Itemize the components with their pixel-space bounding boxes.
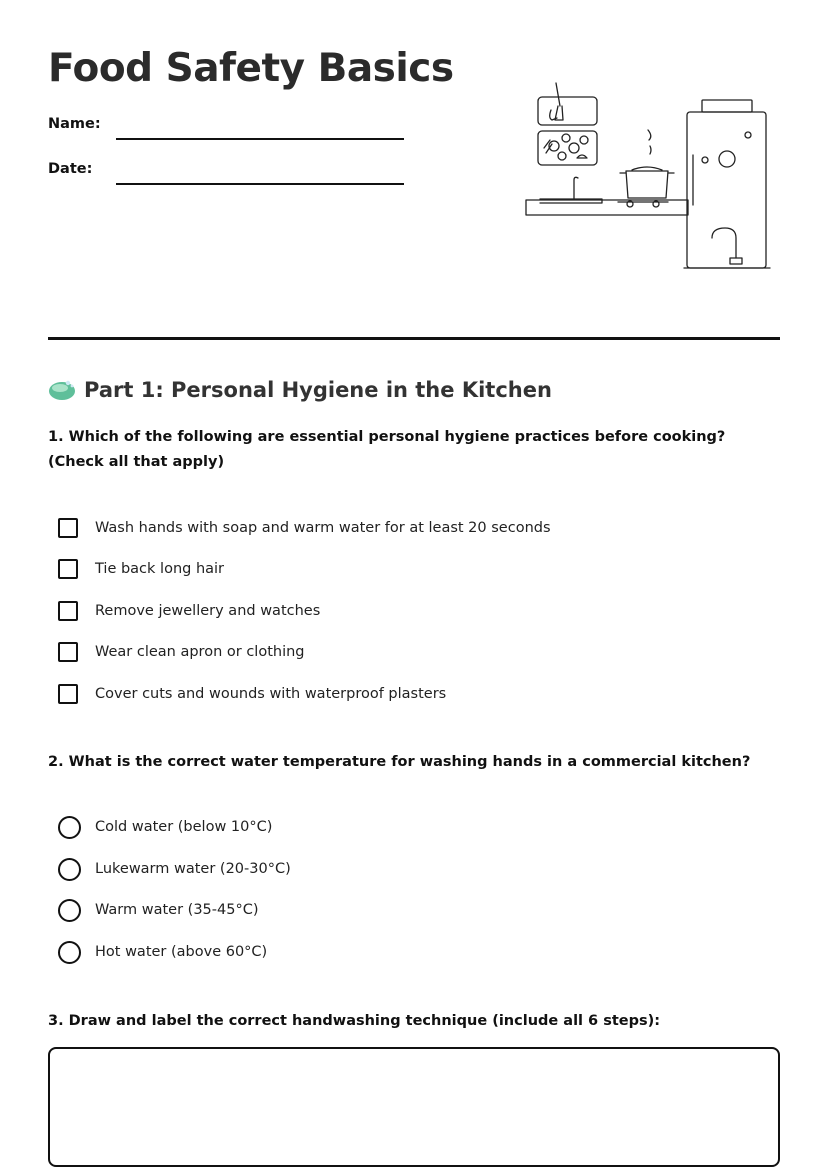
checkbox[interactable] bbox=[58, 559, 78, 579]
option-label: Remove jewellery and watches bbox=[95, 603, 321, 619]
option-label: Wear clean apron or clothing bbox=[95, 644, 305, 660]
option-label: Cold water (below 10°C) bbox=[95, 819, 273, 835]
option-label: Wash hands with soap and warm water for at least 20 seconds bbox=[95, 520, 551, 536]
drawing-area[interactable] bbox=[48, 1047, 780, 1167]
q2-option-2[interactable] bbox=[58, 857, 291, 881]
option-label: Hot water (above 60°C) bbox=[95, 944, 268, 960]
section-divider bbox=[48, 337, 780, 340]
radio-button[interactable] bbox=[58, 816, 81, 839]
name-input-line[interactable] bbox=[116, 138, 404, 140]
radio-button[interactable] bbox=[58, 899, 81, 922]
name-label: Name: bbox=[48, 116, 101, 132]
kitchen-illustration bbox=[522, 78, 772, 274]
q2-option-1[interactable] bbox=[58, 815, 273, 839]
q1-option-5[interactable] bbox=[58, 682, 447, 706]
checkbox[interactable] bbox=[58, 642, 78, 662]
question-1-text: 1. Which of the following are essential personal hygiene practices before cooking? (Check all that apply) bbox=[48, 429, 726, 470]
option-label: Cover cuts and wounds with waterproof plasters bbox=[95, 686, 447, 702]
q1-option-4[interactable] bbox=[58, 640, 305, 664]
page-title: Food Safety Basics bbox=[48, 46, 454, 91]
checkbox[interactable] bbox=[58, 601, 78, 621]
section-1-header bbox=[48, 374, 552, 406]
question-2-text: 2. What is the correct water temperature for washing hands in a commercial kitchen? bbox=[48, 754, 751, 770]
option-label: Lukewarm water (20-30°C) bbox=[95, 861, 291, 877]
question-3-text: 3. Draw and label the correct handwashing technique (include all 6 steps): bbox=[48, 1013, 661, 1029]
option-label: Tie back long hair bbox=[95, 561, 225, 577]
radio-button[interactable] bbox=[58, 858, 81, 881]
q1-option-3[interactable] bbox=[58, 599, 321, 623]
radio-button[interactable] bbox=[58, 941, 81, 964]
q1-option-1[interactable] bbox=[58, 516, 551, 540]
section-1-title: Part 1: Personal Hygiene in the Kitchen bbox=[84, 378, 552, 402]
q2-option-3[interactable] bbox=[58, 898, 259, 922]
date-input-line[interactable] bbox=[116, 183, 404, 185]
q2-option-4[interactable] bbox=[58, 940, 268, 964]
date-label: Date: bbox=[48, 161, 93, 177]
checkbox[interactable] bbox=[58, 518, 78, 538]
q1-option-2[interactable] bbox=[58, 557, 225, 581]
option-label: Warm water (35-45°C) bbox=[95, 902, 259, 918]
checkbox[interactable] bbox=[58, 684, 78, 704]
soap-icon bbox=[48, 378, 76, 402]
